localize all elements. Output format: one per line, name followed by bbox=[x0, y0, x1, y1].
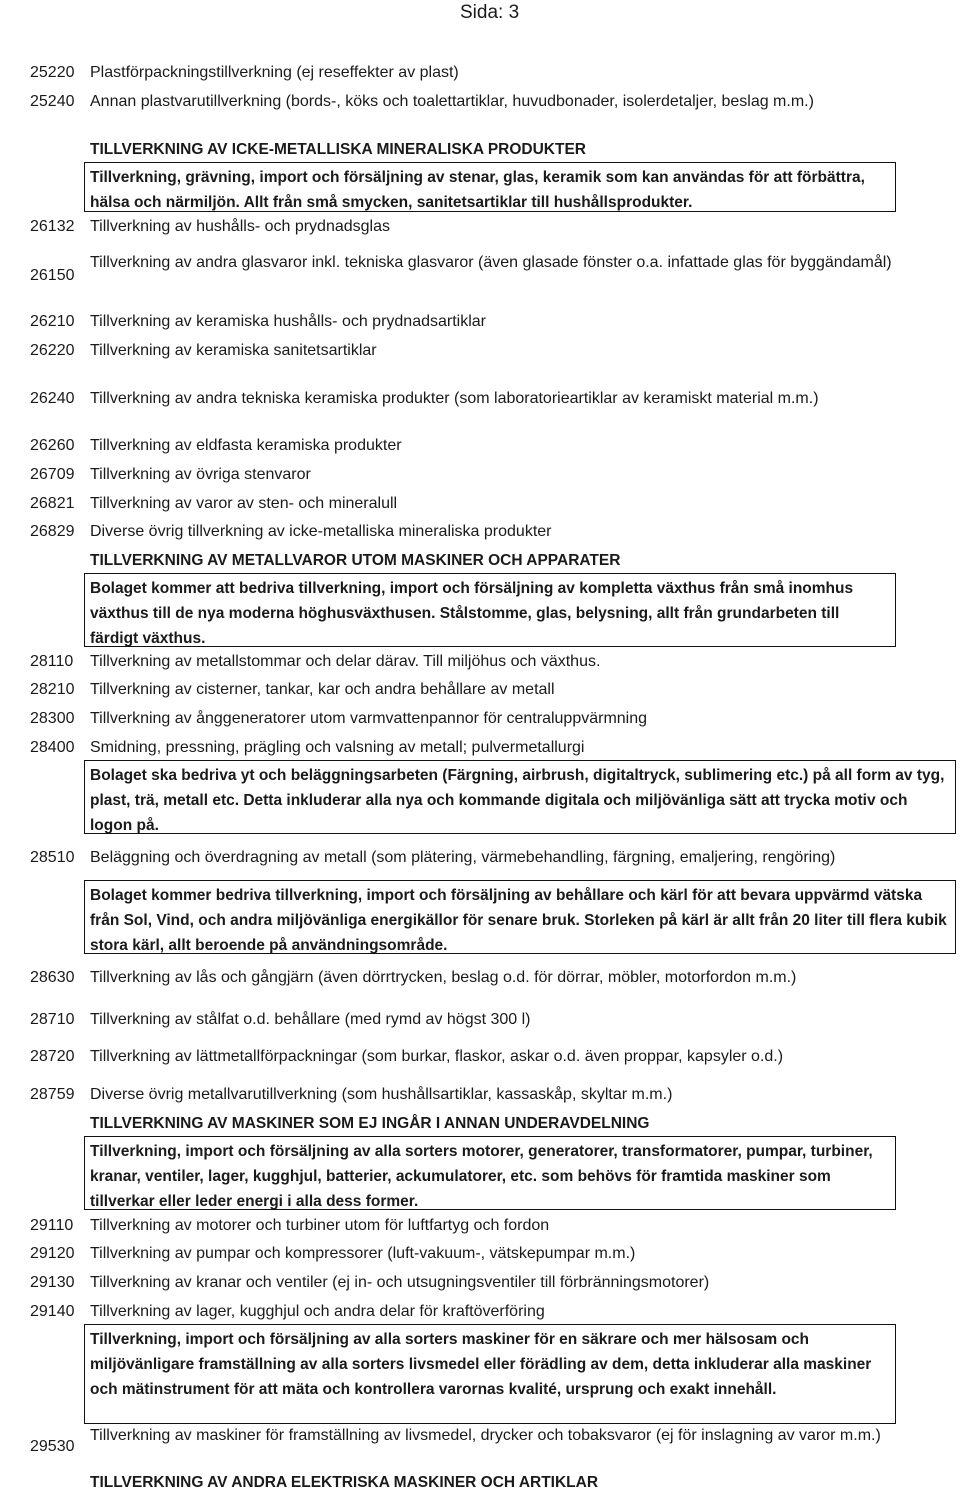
heading-text: TILLVERKNING AV METALLVAROR UTOM MASKINER OCH APPARATER bbox=[90, 552, 621, 569]
box-text: Bolaget kommer att bedriva tillverkning, import och försäljning av kompletta växthus från små inomhus växthus till de nya moderna höghusväxthusen. Stålstomme, glas, belysning, allt från grundarbeten till färdigt växthus. bbox=[90, 580, 854, 647]
sni-description: Tillverkning av keramiska hushålls- och prydnadsartiklar bbox=[90, 313, 487, 330]
page-number: Sida: 3 bbox=[460, 2, 520, 23]
sni-description: Tillverkning av kranar och ventiler (ej in- och utsugningsventiler till förbränningsmotorer) bbox=[90, 1274, 710, 1291]
sni-description: Tillverkning av metallstommar och delar därav. Till miljöhus och växthus. bbox=[90, 653, 601, 670]
sni-description: Tillverkning av eldfasta keramiska produkter bbox=[90, 437, 402, 454]
sni-description: Smidning, pressning, prägling och valsning av metall; pulvermetallurgi bbox=[90, 739, 585, 756]
description-box bbox=[84, 162, 896, 212]
sni-description: Tillverkning av lås och gångjärn (även dörrtrycken, beslag o.d. för dörrar, möbler, motorfordon m.m.) bbox=[90, 969, 797, 986]
sni-code: 26240 bbox=[30, 390, 75, 407]
sni-code: 26709 bbox=[30, 466, 75, 483]
sni-code: 29110 bbox=[30, 1217, 74, 1234]
sni-description: Plastförpackningstillverkning (ej reseffekter av plast) bbox=[90, 64, 459, 81]
sni-description: Tillverkning av maskiner för framställning av livsmedel, drycker och tobaksvaror (ej för inslagning av varor m.m.) bbox=[90, 1427, 881, 1444]
sni-description: Tillverkning av ånggeneratorer utom varmvattenpannor för centraluppvärmning bbox=[90, 710, 648, 727]
sni-code: 26829 bbox=[30, 523, 75, 540]
sni-description: Annan plastvarutillverkning (bords-, köks och toalettartiklar, huvudbonader, isolerdetaljer, beslag m.m.) bbox=[90, 93, 814, 110]
sni-code: 28400 bbox=[30, 739, 75, 756]
sni-code: 29530 bbox=[30, 1438, 75, 1455]
box-text: Tillverkning, grävning, import och försäljning av stenar, glas, keramik som kan användas för att förbättra, hälsa och närmiljön. Allt från små smycken, sanitetsartiklar till hushållsprodukter. bbox=[90, 169, 865, 211]
sni-description: Tillverkning av andra tekniska keramiska produkter (som laboratorieartiklar av keramiskt material m.m.) bbox=[90, 390, 819, 407]
sni-code: 26150 bbox=[30, 267, 75, 284]
sni-description: Tillverkning av pumpar och kompressorer (luft-vakuum-, vätskepumpar m.m.) bbox=[90, 1245, 636, 1262]
sni-description: Tillverkning av varor av sten- och mineralull bbox=[90, 495, 398, 512]
sni-code: 26220 bbox=[30, 342, 75, 359]
box-text: Tillverkning, import och försäljning av alla sorters motorer, generatorer, transformatorer, pumpar, turbiner, kranar, ventiler, lager, kugghjul, batterier, ackumulatorer, etc. som behövs för framtida maskiner som tillverkar eller leder energi i alla dess former. bbox=[90, 1143, 873, 1210]
sni-code: 28300 bbox=[30, 710, 75, 727]
sni-description: Tillverkning av keramiska sanitetsartiklar bbox=[90, 342, 377, 359]
sni-code: 26132 bbox=[30, 218, 75, 235]
sni-code: 25220 bbox=[30, 64, 75, 81]
sni-code: 26821 bbox=[30, 495, 75, 512]
sni-description: Tillverkning av motorer och turbiner utom för luftfartyg och fordon bbox=[90, 1217, 550, 1234]
box-text: Bolaget kommer bedriva tillverkning, import och försäljning av behållare och kärl för att bevara uppvärmd vätska från Sol, Vind, och andra miljövänliga energikällor för senare bruk. Storleken på kärl är allt från 20 liter till flera kubik stora kärl, allt beroende på användningsområde. bbox=[90, 887, 947, 954]
heading-text: TILLVERKNING AV ANDRA ELEKTRISKA MASKINER OCH ARTIKLAR bbox=[90, 1474, 599, 1491]
sni-code: 28110 bbox=[30, 653, 74, 670]
sni-description: Tillverkning av andra glasvaror inkl. tekniska glasvaror (även glasade fönster o.a. infattade glas för byggändamål) bbox=[90, 254, 892, 271]
sni-description: Diverse övrig metallvarutillverkning (som hushållsartiklar, kassaskåp, skyltar m.m.) bbox=[90, 1086, 673, 1103]
description-box bbox=[84, 573, 896, 647]
description-box bbox=[84, 760, 956, 834]
box-text: Bolaget ska bedriva yt och beläggningsarbeten (Färgning, airbrush, digitaltryck, sublimering etc.) på all form av tyg, plast, trä, metall etc. Detta inkluderar alla nya och kommande digitala och miljövänliga sätt att trycka motiv och logon på. bbox=[90, 767, 945, 834]
sni-code: 28759 bbox=[30, 1086, 75, 1103]
sni-description: Tillverkning av övriga stenvaror bbox=[90, 466, 311, 483]
sni-code: 28710 bbox=[30, 1011, 75, 1028]
sni-code: 29130 bbox=[30, 1274, 75, 1291]
sni-code: 28510 bbox=[30, 849, 75, 866]
sni-description: Tillverkning av lättmetallförpackningar (som burkar, flaskor, askar o.d. även proppar, kapsyler o.d.) bbox=[90, 1048, 784, 1065]
sni-description: Tillverkning av lager, kugghjul och andra delar för kraftöverföring bbox=[90, 1303, 545, 1320]
heading-text: TILLVERKNING AV MASKINER SOM EJ INGÅR I ANNAN UNDERAVDELNING bbox=[90, 1115, 650, 1132]
sni-description: Tillverkning av hushålls- och prydnadsglas bbox=[90, 218, 390, 235]
heading-text: TILLVERKNING AV ICKE-METALLISKA MINERALISKA PRODUKTER bbox=[90, 141, 586, 158]
description-box bbox=[84, 1136, 896, 1210]
sni-code: 28720 bbox=[30, 1048, 75, 1065]
sni-description: Diverse övrig tillverkning av icke-metalliska mineraliska produkter bbox=[90, 523, 552, 540]
sni-description: Tillverkning av stålfat o.d. behållare (med rymd av högst 300 l) bbox=[90, 1011, 531, 1028]
sni-code: 26260 bbox=[30, 437, 75, 454]
sni-description: Beläggning och överdragning av metall (som plätering, värmebehandling, färgning, emaljering, rengöring) bbox=[90, 849, 836, 866]
box-text: Tillverkning, import och försäljning av alla sorters maskiner för en säkrare och mer hälsosam och miljövänligare framställning av alla sorters livsmedel eller förädling av dem, detta inkluderar alla maskiner och mätinstrument för att mäta och kontrollera varornas kvalité, ursprung och exakt innehåll. bbox=[90, 1331, 872, 1398]
list-item bbox=[0, 1425, 960, 1473]
sni-code: 25240 bbox=[30, 93, 75, 110]
description-box bbox=[84, 1324, 896, 1424]
sni-code: 29140 bbox=[30, 1303, 75, 1320]
list-item bbox=[0, 250, 960, 302]
sni-code: 29120 bbox=[30, 1245, 75, 1262]
sni-code: 28210 bbox=[30, 681, 75, 698]
description-box bbox=[84, 880, 956, 954]
sni-description: Tillverkning av cisterner, tankar, kar och andra behållare av metall bbox=[90, 681, 555, 698]
sni-code: 26210 bbox=[30, 313, 75, 330]
sni-code: 28630 bbox=[30, 969, 75, 986]
